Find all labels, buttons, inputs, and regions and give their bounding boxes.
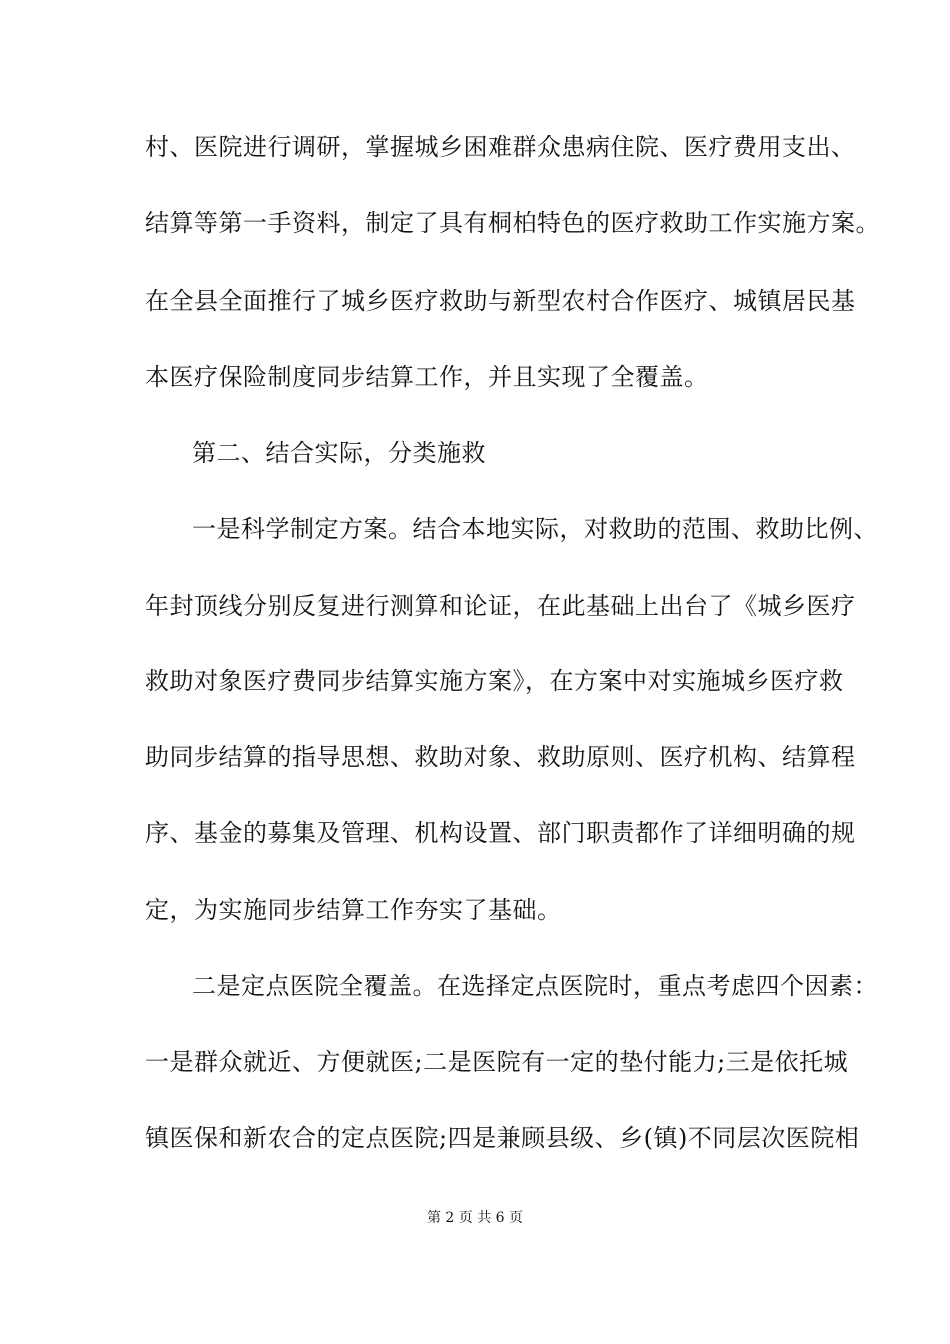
paragraph-2-line-6: 定，为实施同步结算工作夯实了基础。 [145, 896, 562, 924]
paragraph-2-line-3: 救助对象医疗费同步结算实施方案》，在方案中对实施城乡医疗救 [145, 667, 844, 695]
paragraph-2-line-1: 一是科学制定方案。结合本地实际，对救助的范围、救助比例、 [192, 515, 878, 543]
paragraph-1-line-1: 村、医院进行调研，掌握城乡困难群众患病住院、医疗费用支出、 [145, 133, 856, 161]
paragraph-3-line-1: 二是定点医院全覆盖。在选择定点医院时，重点考虑四个因素： [192, 972, 878, 1000]
paragraph-1-line-3: 在全县全面推行了城乡医疗救助与新型农村合作医疗、城镇居民基 [145, 287, 856, 315]
paragraph-2-line-4: 助同步结算的指导思想、救助对象、救助原则、医疗机构、结算程 [145, 743, 856, 771]
paragraph-2-line-5: 序、基金的募集及管理、机构设置、部门职责都作了详细明确的规 [145, 819, 856, 847]
paragraph-3-line-3: 镇医保和新农合的定点医院;四是兼顾县级、乡(镇)不同层次医院相 [145, 1124, 860, 1152]
paragraph-1-line-4: 本医疗保险制度同步结算工作，并且实现了全覆盖。 [145, 363, 709, 391]
paragraph-3-line-2: 一是群众就近、方便就医;二是医院有一定的垫付能力;三是依托城 [145, 1048, 849, 1076]
paragraph-1-line-2: 结算等第一手资料，制定了具有桐柏特色的医疗救助工作实施方案。 [145, 209, 880, 237]
section-heading-2: 第二、结合实际，分类施救 [192, 439, 486, 467]
page-number-footer: 第 2 页 共 6 页 [426, 1210, 524, 1226]
paragraph-2-line-2: 年封顶线分别反复进行测算和论证，在此基础上出台了《城乡医疗 [145, 592, 856, 620]
